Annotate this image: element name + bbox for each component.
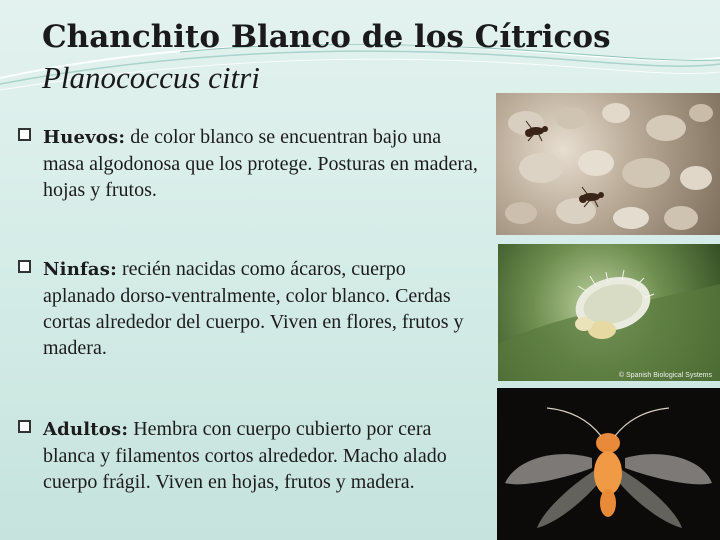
bullet-term: Huevos:: [43, 127, 126, 148]
bullet-description: de color blanco se encuentran bajo una masa algodonosa que los protege. Posturas en madera, hojas y frutos.: [43, 126, 478, 201]
bullet-adultos: [18, 416, 478, 495]
winged-male-illustration: [497, 388, 720, 540]
bullet-text: [43, 124, 478, 203]
title-area: [42, 18, 682, 96]
photo-credit: © Spanish Biological Systems: [618, 372, 712, 379]
checkbox-bullet-icon: [18, 260, 31, 273]
bullet-text: [43, 256, 478, 361]
checkbox-bullet-icon: [18, 128, 31, 141]
photo-winged-male: [497, 388, 720, 540]
slide-title: Chanchito Blanco de los Cítricos: [42, 19, 611, 55]
slide-subtitle: Planococcus citri: [42, 60, 260, 95]
checkbox-bullet-icon: [18, 420, 31, 433]
bullet-term: Adultos:: [43, 419, 129, 440]
bullet-description: recién nacidas como ácaros, cuerpo aplanado dorso-ventralmente, color blanco. Cerdas cortas alrededor del cuerpo. Viven en flores, frutos y madera.: [43, 258, 464, 359]
bullet-term: Ninfas:: [43, 259, 117, 280]
bullet-ninfas: [18, 256, 478, 361]
nymph-illustration: [498, 244, 720, 381]
bullet-text: [43, 416, 478, 495]
bullet-description: Hembra con cuerpo cubierto por cera blanca y filamentos cortos alrededor. Macho alado cuerpo frágil. Viven en hojas, frutos y madera.: [43, 418, 447, 493]
photo-egg-masses: [496, 93, 720, 235]
bullet-huevos: [18, 124, 478, 203]
photo-nymph: [498, 244, 720, 381]
egg-masses-illustration: [496, 93, 720, 235]
